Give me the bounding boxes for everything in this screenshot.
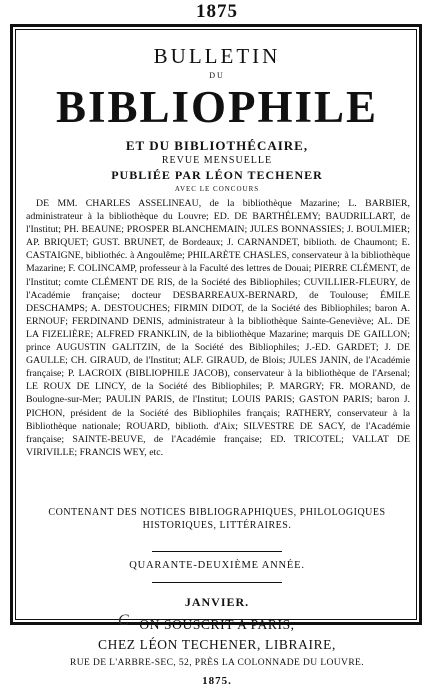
volume-year-label: QUARANTE-DEUXIÈME ANNÉE. (129, 560, 305, 571)
divider-rule (152, 551, 282, 552)
issue-month: JANVIER. (184, 595, 250, 609)
masthead-bulletin: BULLETIN (153, 44, 281, 68)
bookseller-line: CHEZ LÉON TECHENER, LIBRAIRE, (97, 637, 336, 652)
handwritten-mark: C (118, 612, 129, 629)
contents-description: CONTENANT DES NOTICES BIBLIOGRAPHIQUES, PHILOLOGIQUES HISTORIQUES, LITTÉRAIRES. (48, 507, 386, 531)
subscription-line: ON SOUSCRIT A PARIS, (139, 617, 295, 632)
address-line: RUE DE L'ARBRE-SEC, 52, PRÈS LA COLONNADE DU LOUVRE. (69, 658, 365, 668)
masthead-title: BIBLIOPHILE (55, 82, 379, 132)
revue-mensuelle: REVUE MENSUELLE (161, 155, 273, 166)
contributors-paragraph: DE MM. CHARLES ASSELINEAU, de la bibliothèque Mazarine; L. BARBIER, administrateur à la bibliothèque du Louvre; ED. DE BARTHÉLEMY; BAUDRILLART, de l'Institut; PH. BEAUNE; PROSPER BLANCHEMAIN; JULES BONNASSIES; J. BOULMIER; AP. BRIQUET; GUST. BRUNET, de Bordeaux; J. CARNANDET, biblioth. de Chaumont; E. CASTAIGNE, bibliothéc. à Angoulême; PHILARÈTE CHASLES, conservateur à la bibliothèque Mazarine; F. COLINCAMP, professeur à la Faculté des lettres de Douai; PIERRE CLÉMENT, de l'Institut; comte CLÉMENT DE RIS, de la Société des Bibliophiles; CUVILLIER-FLEURY, de l'Académie française; docteur DESBARREAUX-BERNARD, de Toulouse; ÉMILE DESCHAMPS; A. DESTOUCHES; FIRMIN DIDOT, de la Société des Bibliophiles; baron A. ERNOUF; FERDINAND DENIS, administrateur à la bibliothèque Sainte-Geneviève; AL. DE LA FIZELIÈRE; ALFRED FRANKLIN, de la bibliothèque Mazarine; marquis DE GAILLON; prince AUGUSTIN GALITZIN, de la Société des Bibliophiles; J.-ED. GARDET; J. DE GAULLE; CH. GIRAUD, de l'Institut; ALF. GIRAUD, de Blois; JULES JANIN, de l'Académie française; P. LACROIX (BIBLIOPHILE JACOB), conservateur à la bibliothèque de l'Arsenal; LE ROUX DE LINCY, de la Société des Bibliophiles; P. MARGRY; FR. MORAND, de Boulogne-sur-Mer; PAULIN PARIS, de l'Institut; LOUIS PARIS; GASTON PARIS; baron J. PICHON, président de la Société des Bibliophiles français; RATHERY, conservateur à la Bibliothèque nationale; ROUARD, biblioth. d'Aix; SILVESTRE DE SACY, de l'Académie française; SAINTE-BEUVE, de l'Académie française; ED. TRICOTEL; VALLAT DE VIRIVILLE; FRANCIS WEY, etc. (26, 198, 410, 458)
masthead-subtitle: ET DU BIBLIOTHÉCAIRE, (125, 138, 309, 153)
masthead-du: DU (209, 71, 225, 80)
year-footer: 1875. (202, 675, 232, 687)
avec-le-concours: AVEC LE CONCOURS (174, 185, 260, 193)
divider-rule (152, 582, 282, 583)
publisher-line: PUBLIÉE PAR LÉON TECHENER (111, 168, 323, 182)
year-header: 1875 (196, 1, 238, 22)
